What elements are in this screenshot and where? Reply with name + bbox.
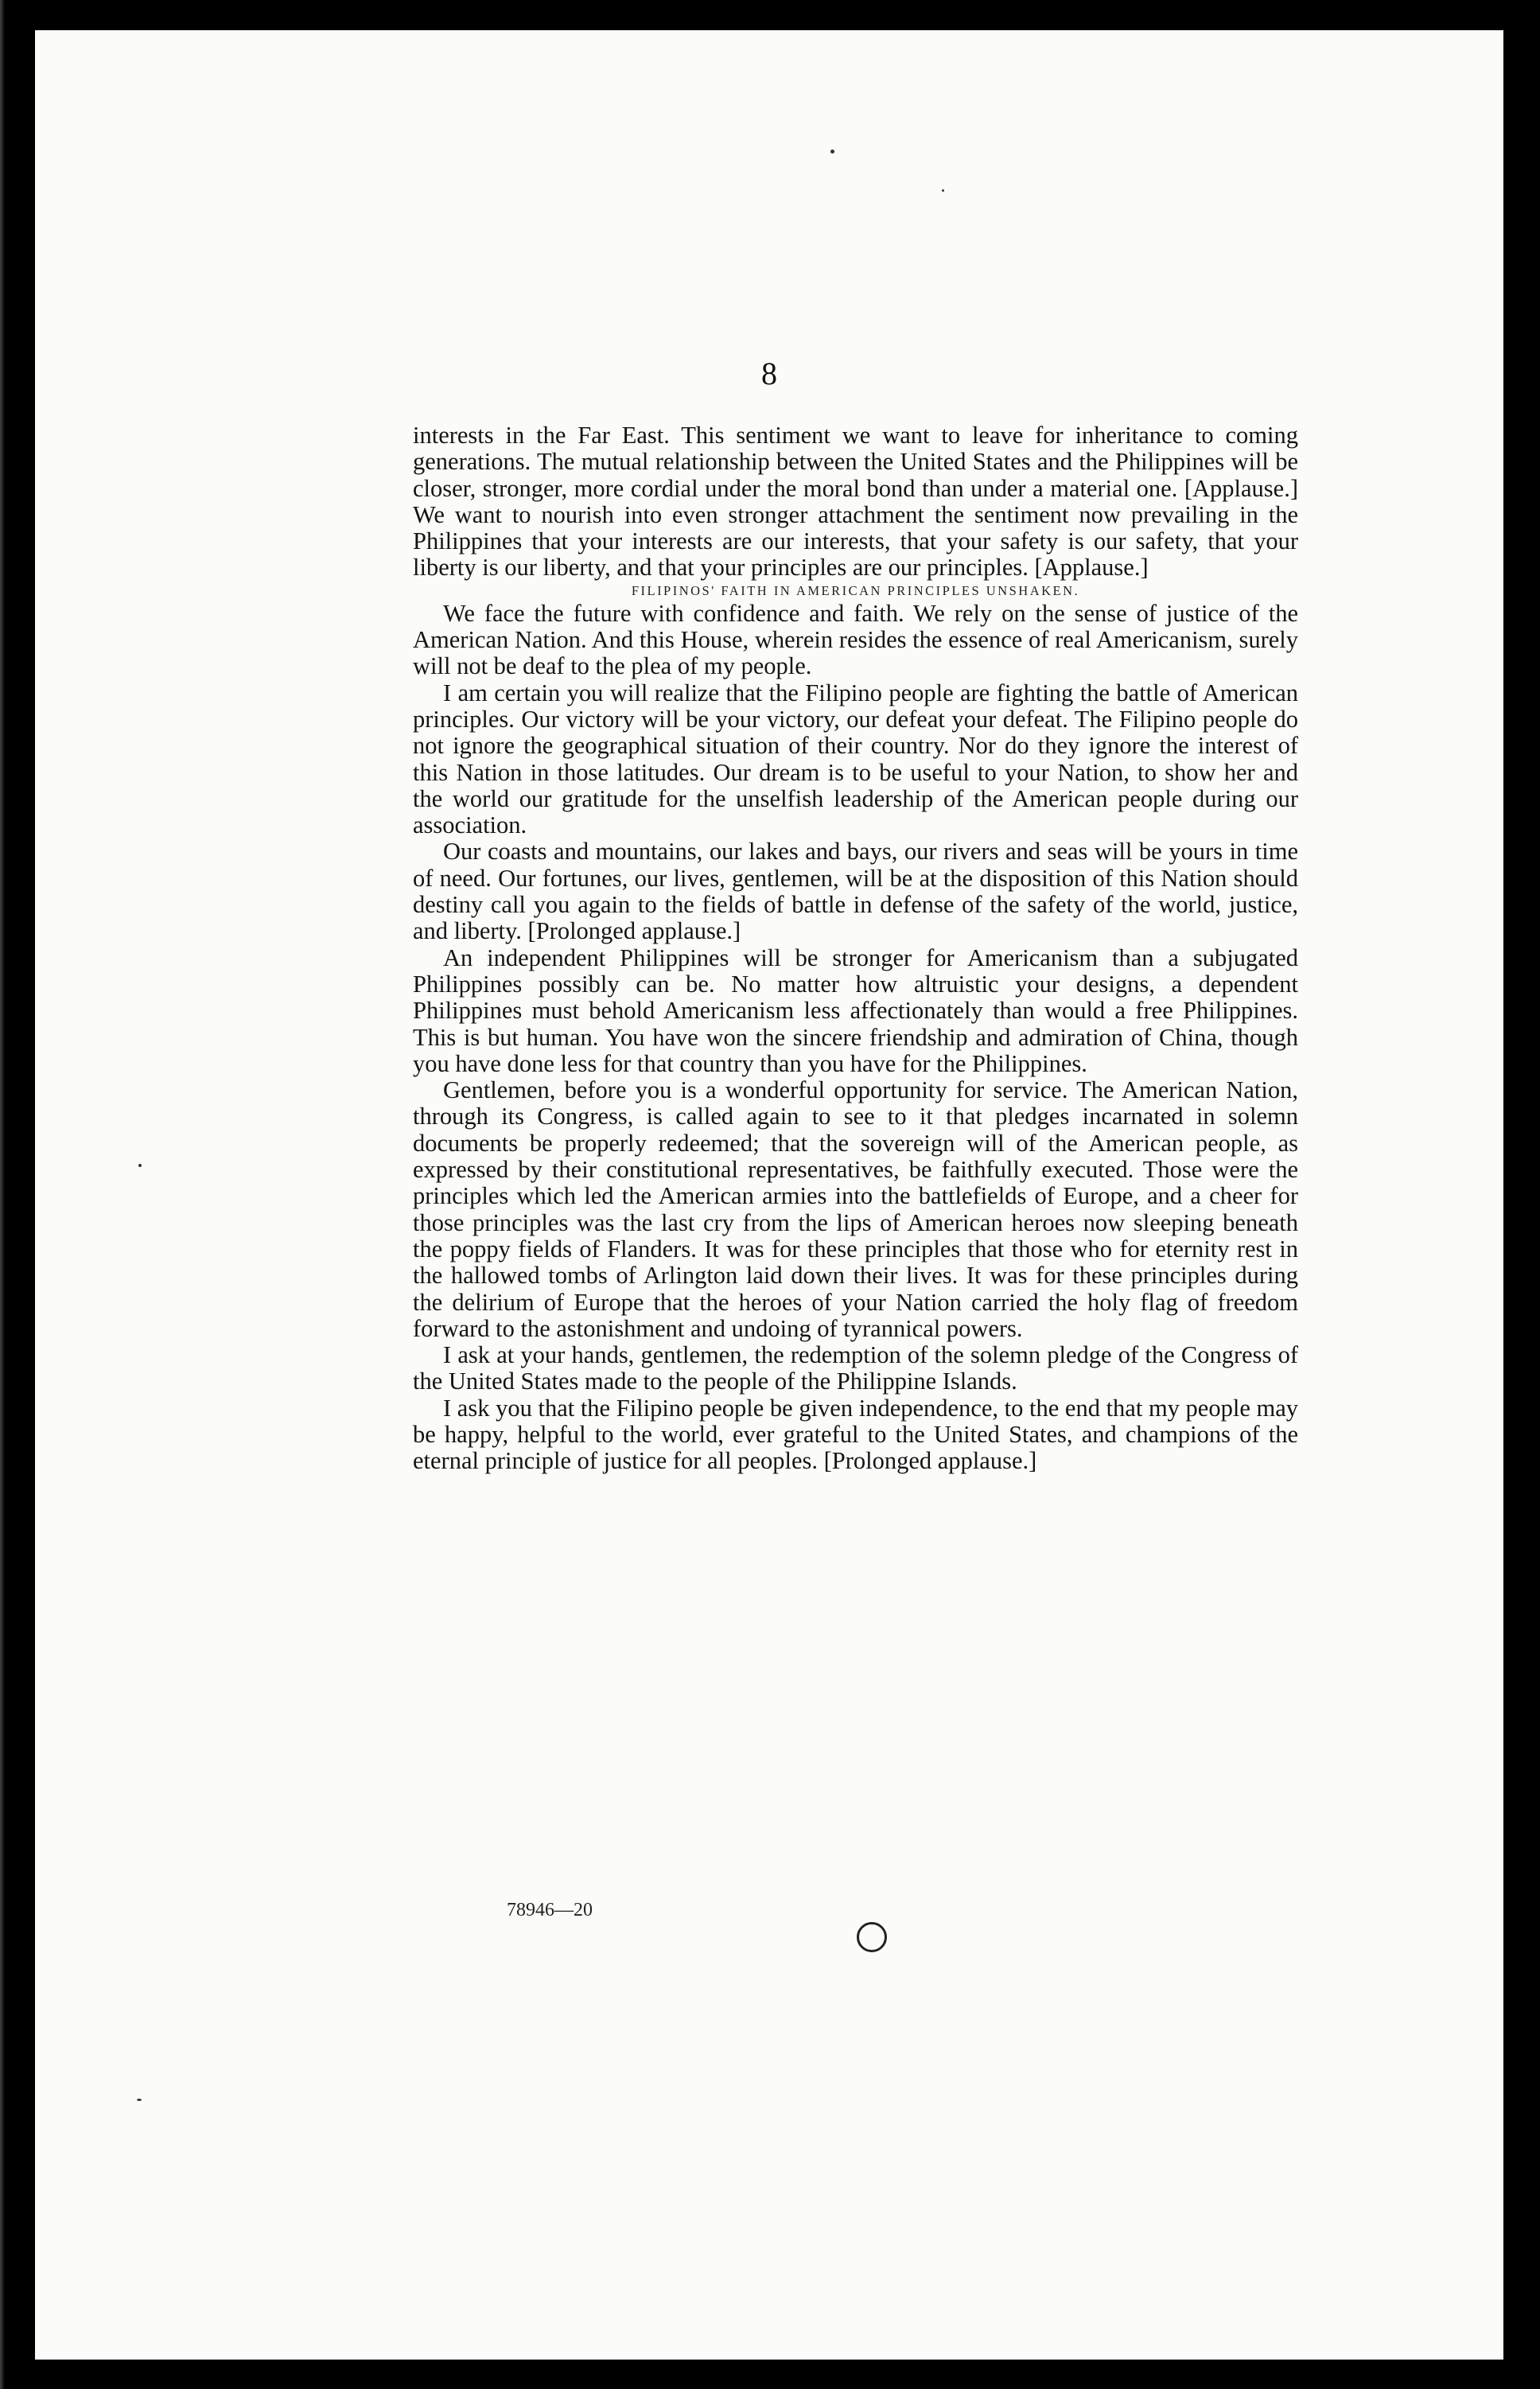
paragraph: Our coasts and mountains, our lakes and bays, our rivers and seas will be yours in time of need. Our fortunes, our lives, gentlemen, will be at the disposition of this Nation should destiny call you again to the fields of battle in defense of the safety of the world, justice, and liberty. [Prolonged applause.] xyxy=(413,838,1298,945)
print-job-code: 78946—20 xyxy=(507,1900,593,1920)
paragraph: I am certain you will realize that the Filipino people are fighting the battle of American principles. Our victory will be your victory, our defeat your defeat. The Filipino people do not ignore the geographical situation of their country. Nor do they ignore the interest of this Nation in those latitudes. Our dream is to be useful to your Nation, to show her and the world our gratitude for the unselfish leadership of the American people during our association. xyxy=(413,679,1298,839)
scan-edge-shadow xyxy=(0,0,5,2389)
paragraph-continued: interests in the Far East. This sentiment we want to leave for inheritance to coming generations. The mutual relationship between the United States and the Philippines will be closer, stronger, more cordial under the moral bond than under a material one. [Applause.] We want to nourish into even stronger attachment the sentiment now prevailing in the Philippines that your interests are our interests, that your safety is our safety, that your liberty is our liberty, and that your principles are our principles. [Applause.] xyxy=(413,422,1298,582)
paragraph: I ask you that the Filipino people be given independence, to the end that my people may be happy, helpful to the world, ever grateful to the United States, and champions of the eternal principle of justice for all peoples. [Prolonged applause.] xyxy=(413,1394,1298,1475)
section-heading: FILIPINOS' FAITH IN AMERICAN PRINCIPLES UNSHAKEN. xyxy=(631,582,1080,598)
paragraph: I ask at your hands, gentlemen, the redemption of the solemn pledge of the Congress of the United States made to the people of the Philippine Islands. xyxy=(413,1341,1298,1395)
paragraph: We face the future with confidence and faith. We rely on the sense of justice of the American Nation. And this House, wherein resides the essence of real Americanism, surely will not be deaf to the plea of my people. xyxy=(413,599,1298,680)
end-of-document-circle xyxy=(857,1922,887,1952)
paragraph: Gentlemen, before you is a wonderful opportunity for service. The American Nation, through its Congress, is called again to see to it that pledges incarnated in solemn documents be properly redeemed; that the sovereign will of the American people, as expressed by their constitutional representatives, be faithfully executed. Those were the principles which led the American armies into the battlefields of Europe, and a cheer for those principles was the last cry from the lips of American heroes now sleeping beneath the poppy fields of Flanders. It was for these principles that those who for eternity rest in the hallowed tombs of Arlington laid down their lives. It was for these principles during the delirium of Europe that the heroes of your Nation carried the holy flag of freedom forward to the astonishment and undoing of tyrannical powers. xyxy=(413,1076,1298,1342)
scan-speck xyxy=(138,1164,142,1167)
document-page xyxy=(35,30,1503,2360)
page-number: 8 xyxy=(761,356,777,391)
scan-speck xyxy=(137,2099,142,2101)
body-text xyxy=(413,422,1298,1475)
scan-speck xyxy=(830,150,834,154)
scan-speck xyxy=(942,189,944,192)
paragraph: An independent Philippines will be stronger for Americanism than a subjugated Philippines possibly can be. No matter how altruistic your designs, a dependent Philippines must behold Americanism less affectionately than would a free Philippines. This is but human. You have won the sincere friendship and admiration of China, though you have done less for that country than you have for the Philippines. xyxy=(413,944,1298,1077)
